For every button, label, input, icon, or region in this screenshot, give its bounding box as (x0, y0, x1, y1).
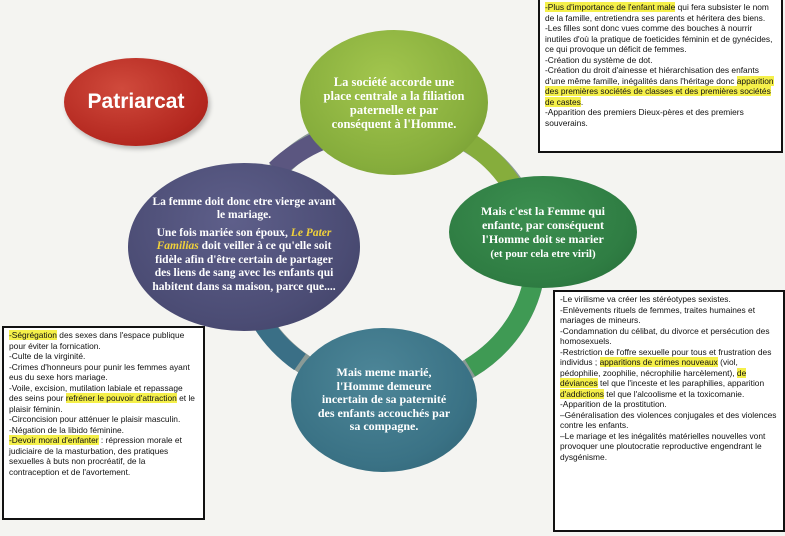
list-item: -Voile, excision, mutilation labiale et repassage des seins pour refréner le pouvoir d'attraction et le plaisir féminin. (9, 382, 195, 414)
list-item: -Les filles sont donc vues comme des bouches à nourrir inutiles d'où la pratique de foeticides féminin et de gynécides, ce qui provoque un déficit de femmes. (545, 23, 773, 54)
list-item: -Création du droit d'ainesse et hiérarchisation des enfants d'une même famille, inégalités dans l'héritage donc apparition des premières sociétés de classes et des premières sociétés de castes. (545, 65, 774, 107)
list-item: -Condamnation du célibat, du divorce et persécution des homosexuels. (560, 325, 770, 346)
circle-femme-enfante (449, 176, 637, 288)
circle-filiation (300, 30, 488, 175)
title-circle (64, 58, 208, 146)
consequences-box-bottom-right (553, 290, 785, 532)
circle-virginite-p2: Une fois mariée son époux, Le Pater Familias doit veiller à ce qu'elle soit fidèle afin d'être certain de partager des liens de sang avec les enfants qui habitent dans sa maison, parce que.... (152, 226, 336, 293)
circle-femme-enfante-sub: (et pour cela etre viril) (490, 247, 596, 260)
list-item: -Culte de la virginité. (9, 351, 86, 361)
ring-segment-purple (276, 140, 322, 170)
list-item: -Le virilisme va créer les stéréotypes sexistes. (560, 294, 731, 304)
consequences-box-bottom-left (2, 326, 205, 520)
list-item: -Restriction de l'offre sexuelle pour tous et frustration des individus ; apparitions de crimes nouveaux (viol, pédophilie, zoophilie, nécrophilie harcèlement), de déviances tel que l'inceste et les paraphilies, apparition d'addictions tel que l'alcoolisme et la toxicomanie. (560, 346, 772, 399)
list-item: -Enlèvements rituels de femmes, traites humaines et mariages de mineurs. (560, 304, 756, 325)
list-item: -Apparition des premiers Dieux-pères et des premiers souverains. (545, 107, 744, 128)
list-item: -Plus d'importance de l'enfant male qui fera subsister le nom de la famille, entretiendra ses parents et héritera des biens. (545, 2, 769, 23)
pater-familias-label: Le Pater Familias (156, 226, 332, 253)
list-item: –Généralisation des violences conjugales et des violences contre les enfants. (560, 409, 777, 430)
list-item: -Ségrégation des sexes dans l'espace publique pour éviter la fornication. (9, 330, 185, 351)
title-label: Patriarcat (87, 90, 185, 113)
circle-virginite-p1: La femme doit donc etre vierge avant le mariage. (152, 195, 336, 222)
circle-femme-enfante-text: Mais c'est la Femme qui enfante, par conséquent l'Homme doit se marier (481, 203, 605, 246)
consequences-box-top-right (538, 0, 783, 153)
circle-virginite (128, 163, 360, 331)
list-item: -Circoncision pour atténuer le plaisir masculin. (9, 414, 181, 424)
list-item: -Apparition de la prostitution. (560, 399, 667, 409)
list-item: –Le mariage et les inégalités matérielles nouvelles vont provoquer une ploutocratie reproductive engendrant le dysgénisme. (560, 430, 766, 462)
list-item: -Devoir moral d'enfanter : répression morale et judiciaire de la masturbation, des pratiques sexuelles à buts non procréatif, de la contraception et de l'avortement. (9, 435, 182, 477)
list-item: -Création du système de dot. (545, 54, 653, 65)
list-item: -Crimes d'honneurs pour punir les femmes ayant eus du sexe hors mariage. (9, 361, 190, 382)
list-item: -Négation de la libido féminine. (9, 424, 124, 435)
circle-paternite-text: Mais meme marié, l'Homme demeure incertain de sa paternité des enfants accouchés par sa compagne. (317, 365, 451, 434)
circle-paternite (291, 328, 477, 472)
circle-filiation-text: La société accorde une place centrale a la filiation paternelle et par conséquent à l'Homme. (323, 74, 465, 131)
